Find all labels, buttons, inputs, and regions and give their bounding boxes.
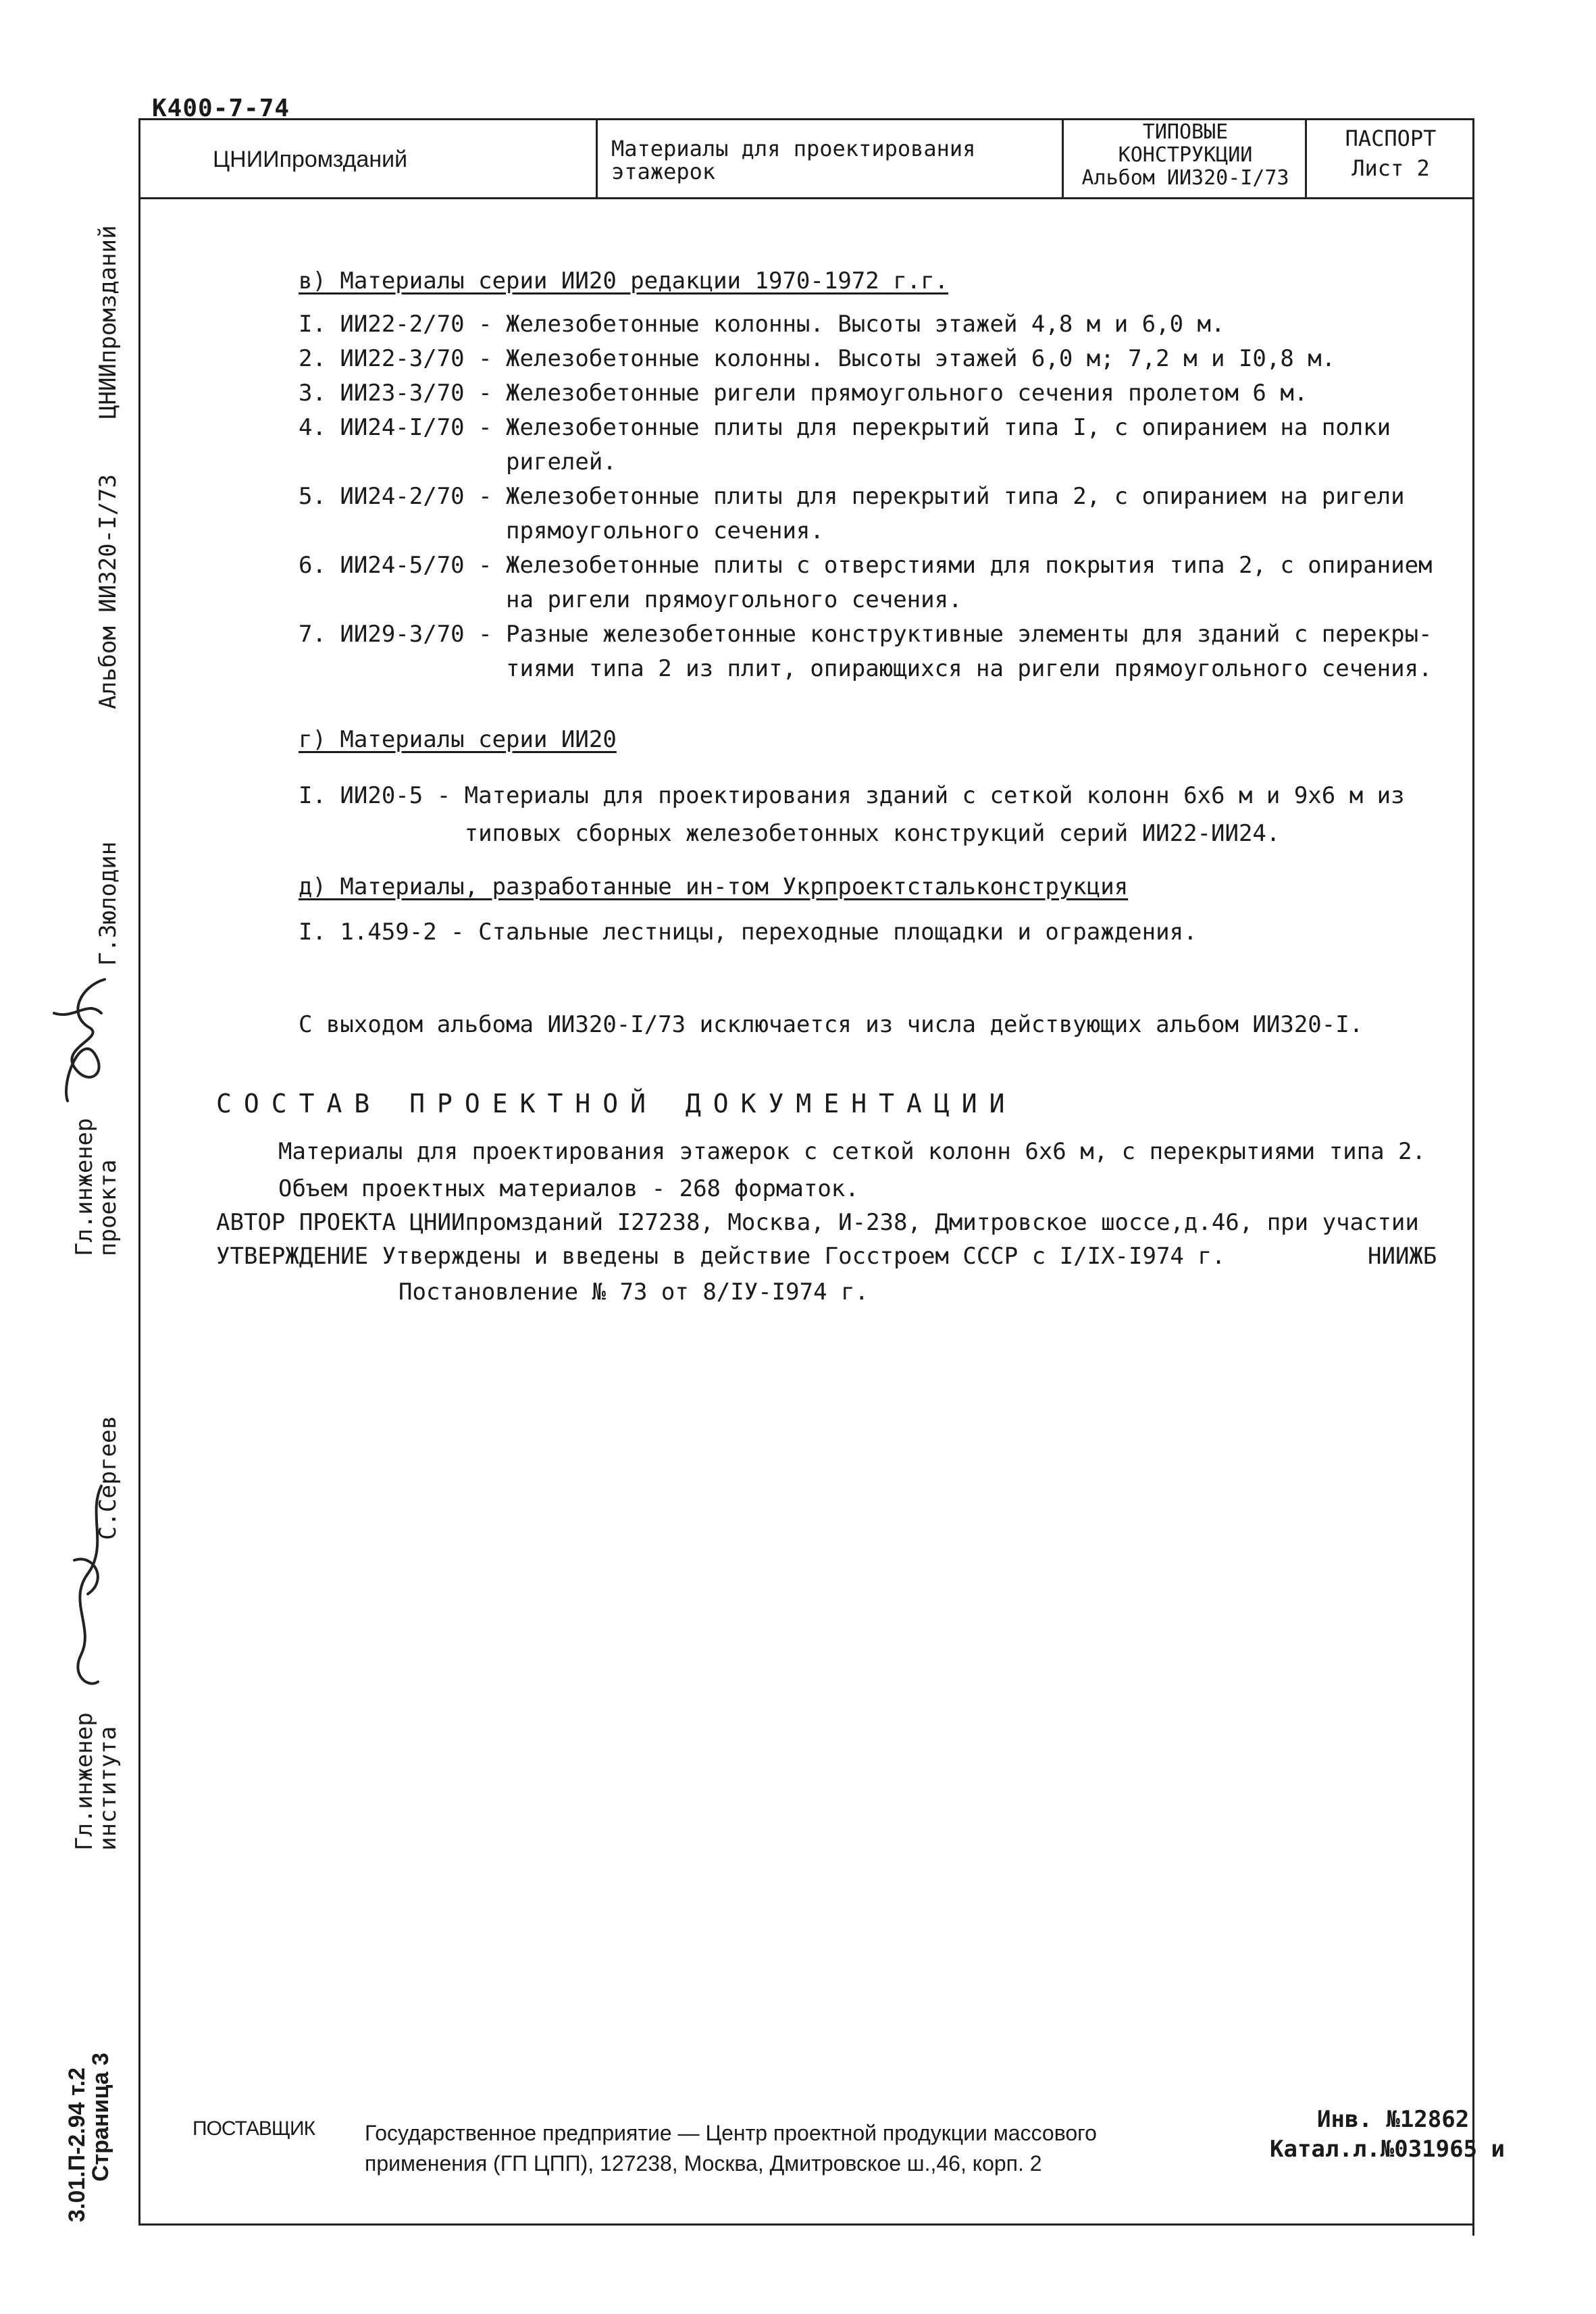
composition-volume: Объем проектных материалов - 268 форматок.: [278, 1175, 859, 1202]
section-v-item: I. ИИ22-2/70 - Железобетонные колонны. Высоты этажей 4,8 м и 6,0 м.: [299, 311, 1225, 338]
side-album-label: Альбом ИИ320-I/73: [95, 474, 122, 709]
typical-line3: Альбом ИИ320-I/73: [1081, 166, 1289, 190]
section-d-item: I. 1.459-2 - Стальные лестницы, переходные площадки и ограждения.: [299, 919, 1198, 946]
title-block: [138, 118, 1474, 199]
typical-constructions: [1064, 121, 1307, 190]
typical-line1: ТИПОВЫЕ: [1142, 120, 1229, 144]
section-g-item: типовых сборных железобетонных конструкций серий ИИ22-ИИ24.: [299, 820, 1281, 847]
document-code: К400-7-74: [152, 95, 290, 122]
inventory-number: Инв. №12862: [1317, 2106, 1470, 2133]
section-v-item: 2. ИИ22-3/70 - Железобетонные колонны. Высоты этажей 6,0 м; 7,2 м и I0,8 м.: [299, 345, 1336, 372]
section-v-item: ригелей.: [299, 448, 617, 475]
composition-line1: Материалы для проектирования этажерок с сеткой колонн 6х6 м, с перекрытиями типа 2.: [278, 1138, 1426, 1165]
sheet-number: Лист 2: [1352, 155, 1430, 181]
section-v-list: [299, 307, 1433, 686]
composition-heading: СОСТАВ ПРОЕКТНОЙ ДОКУМЕНТАЦИИ: [216, 1089, 1017, 1119]
supplier-label: ПОСТАВЩИК: [192, 2117, 315, 2140]
section-v-item: 3. ИИ23-3/70 - Железобетонные ригели прямоугольного сечения пролетом 6 м.: [299, 380, 1308, 407]
side-org-label: ЦНИИпромзданий: [95, 225, 122, 419]
title-passport-cell: [1307, 118, 1474, 197]
section-v-item: прямоугольного сечения.: [299, 517, 824, 544]
catalog-number: Катал.л.№031965 и: [1270, 2136, 1505, 2163]
section-g-item: I. ИИ20-5 - Материалы для проектирования зданий с сеткой колонн 6х6 м и 9х6 м из: [299, 782, 1405, 809]
materials-title: [611, 137, 975, 183]
title-typical-cell: [1064, 118, 1307, 197]
title-materials-cell: [598, 118, 1064, 197]
supplier-line2: применения (ГП ЦПП), 127238, Москва, Дмитровское ш.,46, корп. 2: [365, 2151, 1042, 2176]
section-g-heading: г) Материалы серии ИИ20: [299, 726, 617, 753]
materials-title-line2: этажерок: [611, 159, 716, 184]
section-v-item: 6. ИИ24-5/70 - Железобетонные плиты с отверстиями для покрытия типа 2, с опиранием: [299, 552, 1433, 579]
composition-niizhb: НИИЖБ: [1368, 1243, 1437, 1270]
side-page-ref-1: 3.01.П-2.94 т.2: [64, 2067, 90, 2222]
frame-tail: [1472, 2209, 1474, 2236]
side-chief-engineer-institute-1: Гл.инженер: [71, 1712, 98, 1851]
supplier-line1: Государственное предприятие — Центр проектной продукции массового: [365, 2121, 1097, 2145]
section-d-heading: д) Материалы, разработанные ин-том Укрпроектстальконструкция: [299, 873, 1129, 900]
section-g-list: [299, 777, 1405, 852]
side-chief-engineer-project-1: Гл.инженер: [71, 1118, 98, 1256]
signature-chief-engineer-project: [41, 973, 122, 1108]
typical-line2: КОНСТРУКЦИИ: [1118, 143, 1253, 167]
side-chief-engineer-institute-2: института: [95, 1726, 122, 1851]
section-v-item: 5. ИИ24-2/70 - Железобетонные плиты для перекрытий типа 2, с опиранием на ригели: [299, 483, 1405, 510]
section-v-heading: в) Материалы серии ИИ20 редакции 1970-1972 г.г.: [299, 267, 949, 294]
composition-author: АВТОР ПРОЕКТА ЦНИИпромзданий I27238, Москва, И-238, Дмитровское шоссе,д.46, при участии: [216, 1209, 1419, 1236]
section-v-item: тиями типа 2 из плит, опирающихся на ригели прямоугольного сечения.: [299, 655, 1433, 682]
title-org-cell: [138, 118, 598, 197]
section-v-item: 7. ИИ29-3/70 - Разные железобетонные конструктивные элементы для зданий с перекры-: [299, 621, 1433, 648]
side-page-ref-2: Страница 3: [88, 2053, 113, 2182]
section-v-item: на ригели прямоугольного сечения.: [299, 586, 962, 613]
passport-label: ПАСПОРТ: [1345, 126, 1437, 151]
section-v-item: 4. ИИ24-I/70 - Железобетонные плиты для перекрытий типа I, с опиранием на полки: [299, 414, 1391, 441]
side-chief-engineer-project-2: проекта: [95, 1159, 122, 1256]
composition-resolution: Постановление № 73 от 8/IУ-I974 г.: [398, 1279, 869, 1306]
signature-chief-engineer-institute: [47, 1472, 122, 1695]
side-engineer-name: Г.Зюлодин: [95, 841, 122, 966]
composition-approval: УТВЕРЖДЕНИЕ Утверждены и введены в действие Госстроем СССР с I/IX-I974 г.: [216, 1243, 1226, 1270]
materials-title-line1: Материалы для проектирования: [611, 136, 976, 161]
passport-block: [1307, 124, 1474, 183]
side-sergeev: С.Сергеев: [95, 1415, 122, 1540]
exclusion-note: С выходом альбома ИИ320-I/73 исключается из числа действующих альбом ИИ320-I.: [299, 1011, 1364, 1038]
organization-name: ЦНИИпромзданий: [213, 147, 408, 172]
